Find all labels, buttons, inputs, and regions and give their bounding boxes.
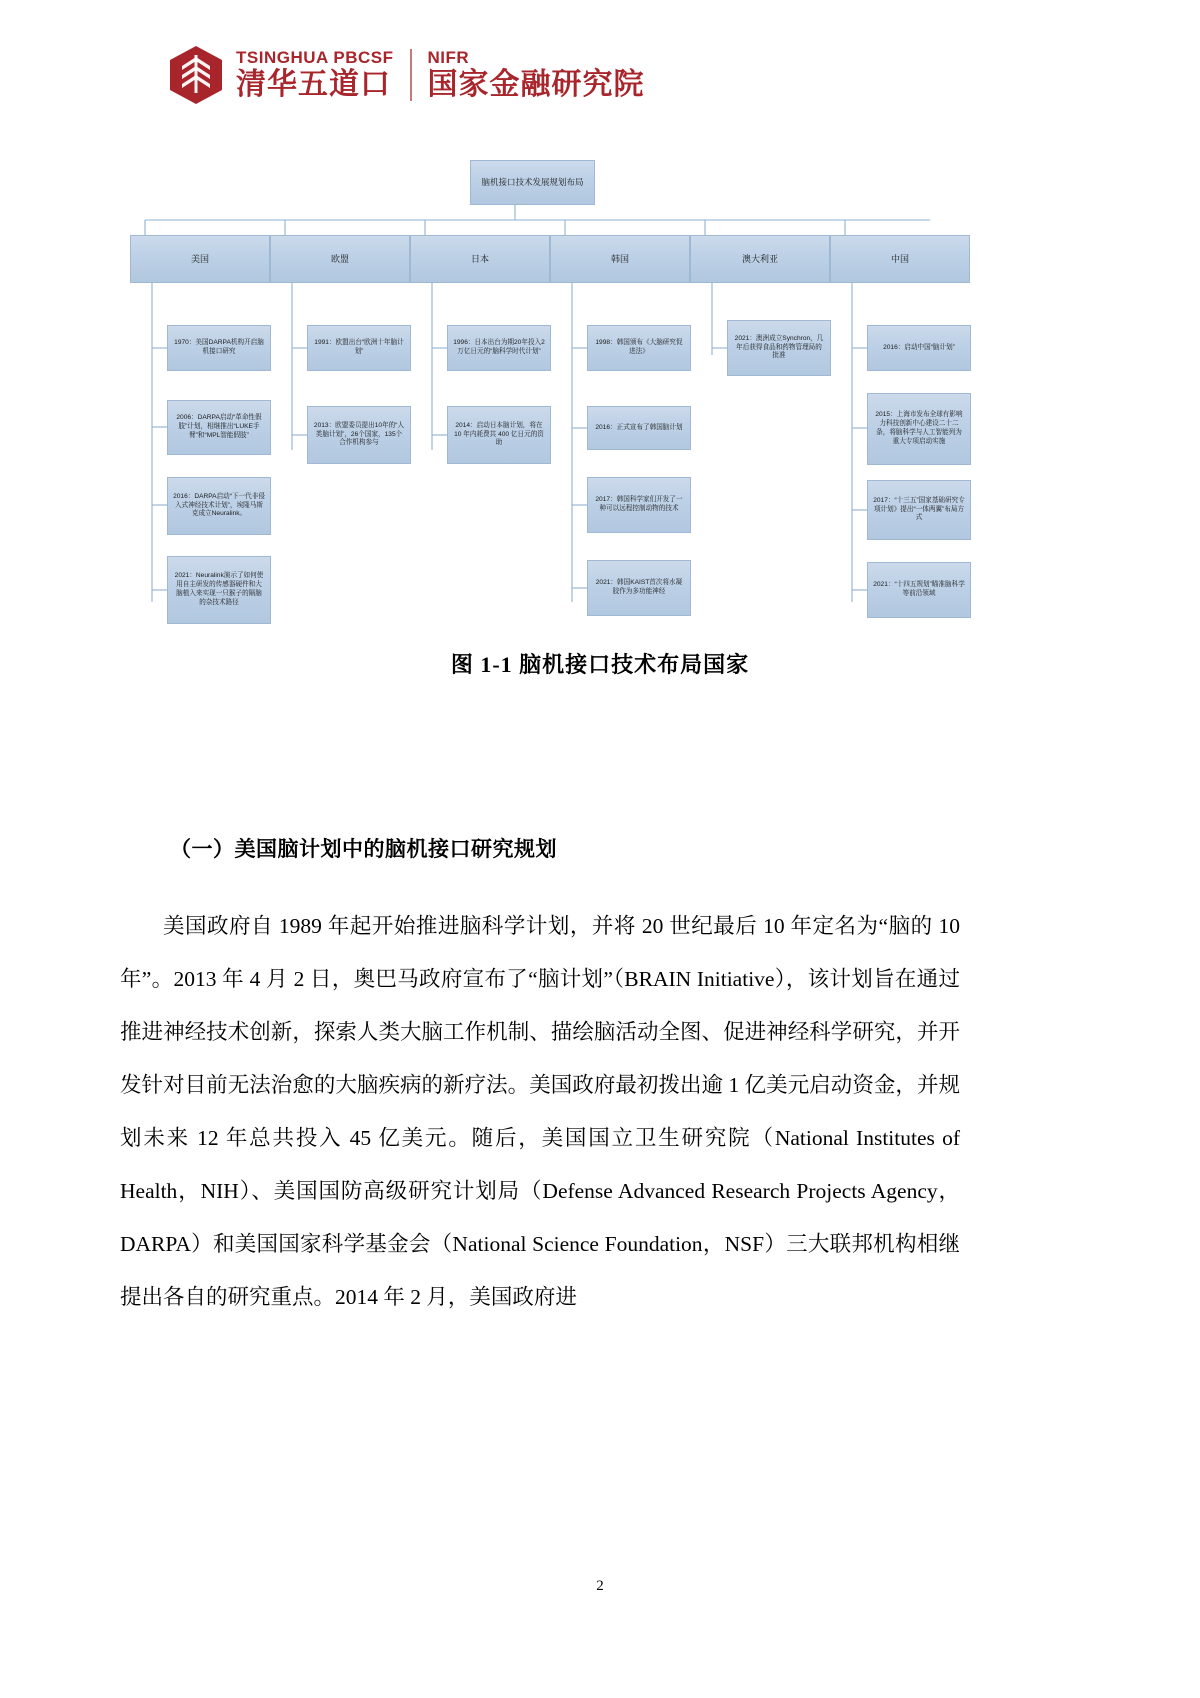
event-node-us-1: 1970：美国DARPA机构开启脑机接口研究	[167, 325, 271, 371]
event-node-cn-4: 2021：“十四五规划”瞄准脑科学等前沿领域	[867, 562, 971, 618]
logo-chinese-right: 国家金融研究院	[427, 68, 645, 102]
tsinghua-hexagon-icon	[168, 45, 224, 105]
org-chart-diagram	[120, 150, 990, 630]
event-node-us-3: 2016：DARPA启动“下一代非侵入式神经技术计划”，埃隆马斯克成立Neuralink。	[167, 477, 271, 535]
event-node-eu-2: 2013：欧盟委员提出10年的“人类脑计划”，26个国家，135个合作机构参与	[307, 406, 411, 464]
event-node-jp-2: 2014：启动日本脑计划，将在 10 年内耗费共 400 亿日元的资助	[447, 406, 551, 464]
event-node-cn-2: 2015：上海市发布全球有影响力科技创新中心建设二十二条，将脑科学与人工智能列为重大专项启动实施	[867, 393, 971, 465]
country-node-au: 澳大利亚	[690, 235, 830, 283]
event-node-jp-1: 1996：日本出台为期20年投入2万亿日元的“脑科学时代计划”	[447, 325, 551, 371]
event-node-kr-2: 2016：正式宣布了韩国脑计划	[587, 406, 691, 450]
diagram-root-node: 脑机接口技术发展规划布局	[470, 160, 595, 205]
logo-divider	[410, 49, 412, 101]
event-node-au-1: 2021：澳洲成立Synchron，几年后获得食品和药物管理局的批准	[727, 320, 831, 376]
event-node-cn-3: 2017：“十三五”国家基础研究专项计划》提出“一体两翼”布局方式	[867, 480, 971, 540]
country-node-jp: 日本	[410, 235, 550, 283]
country-node-eu: 欧盟	[270, 235, 410, 283]
event-node-kr-4: 2021：韩国KAIST首次将水凝胶作为多功能神经	[587, 560, 691, 616]
country-node-us: 美国	[130, 235, 270, 283]
brand-logo	[168, 44, 645, 106]
event-node-kr-3: 2017：韩国科学家们开发了一种可以远程控制动物的技术	[587, 477, 691, 533]
figure-caption: 图 1-1 脑机接口技术布局国家	[450, 652, 750, 677]
country-node-kr: 韩国	[550, 235, 690, 283]
page-number: 2	[596, 1578, 604, 1594]
event-node-eu-1: 1991：欧盟出台“欧洲十年脑计划”	[307, 325, 411, 371]
event-node-us-2: 2006：DARPA启动“革命性假肢”计划，相继推出“LUKE手臂”和“MPL智能假肢”	[167, 400, 271, 455]
logo-chinese-main: 清华五道口	[236, 68, 391, 102]
section-heading: （一）美国脑计划中的脑机接口研究规划	[170, 837, 557, 861]
logo-english-right: NIFR	[427, 48, 470, 68]
event-node-us-4: 2021：Neuralink演示了如何使用自主研发的传感器硬件和大脑植入来实现一只猴子的隔脑的杂技术路径	[167, 556, 271, 624]
country-node-cn: 中国	[830, 235, 970, 283]
logo-wordmark	[236, 49, 645, 101]
logo-english-top: TSINGHUA PBCSF	[236, 48, 394, 68]
body-paragraph-container	[120, 900, 960, 1324]
event-node-kr-1: 1998：韩国颁布《大脑研究促进法》	[587, 325, 691, 371]
event-node-cn-1: 2016：启动中国“脑计划”	[867, 325, 971, 371]
body-paragraph: 美国政府自 1989 年起开始推进脑科学计划，并将 20 世纪最后 10 年定名为“脑的 10 年”。2013 年 4 月 2 日，奥巴马政府宣布了“脑计划”（BRAIN Initiative），该计划旨在通过推进神经技术创新，探索人类大脑工作机制、描绘脑活动全图、促进神经科学研究，并开发针对目前无法治愈的大脑疾病的新疗法。美国政府最初拨出逾 1 亿美元启动资金，并规划未来 12 年总共投入 45 亿美元。随后，美国国立卫生研究院（National Institutes of Health，NIH）、美国国防高级研究计划局（Defense Advanced Research Projects Agency，DARPA）和美国国家科学基金会（National Science Foundation，NSF）三大联邦机构相继提出各自的研究重点。2014 年 2 月，美国政府进	[120, 914, 960, 1309]
